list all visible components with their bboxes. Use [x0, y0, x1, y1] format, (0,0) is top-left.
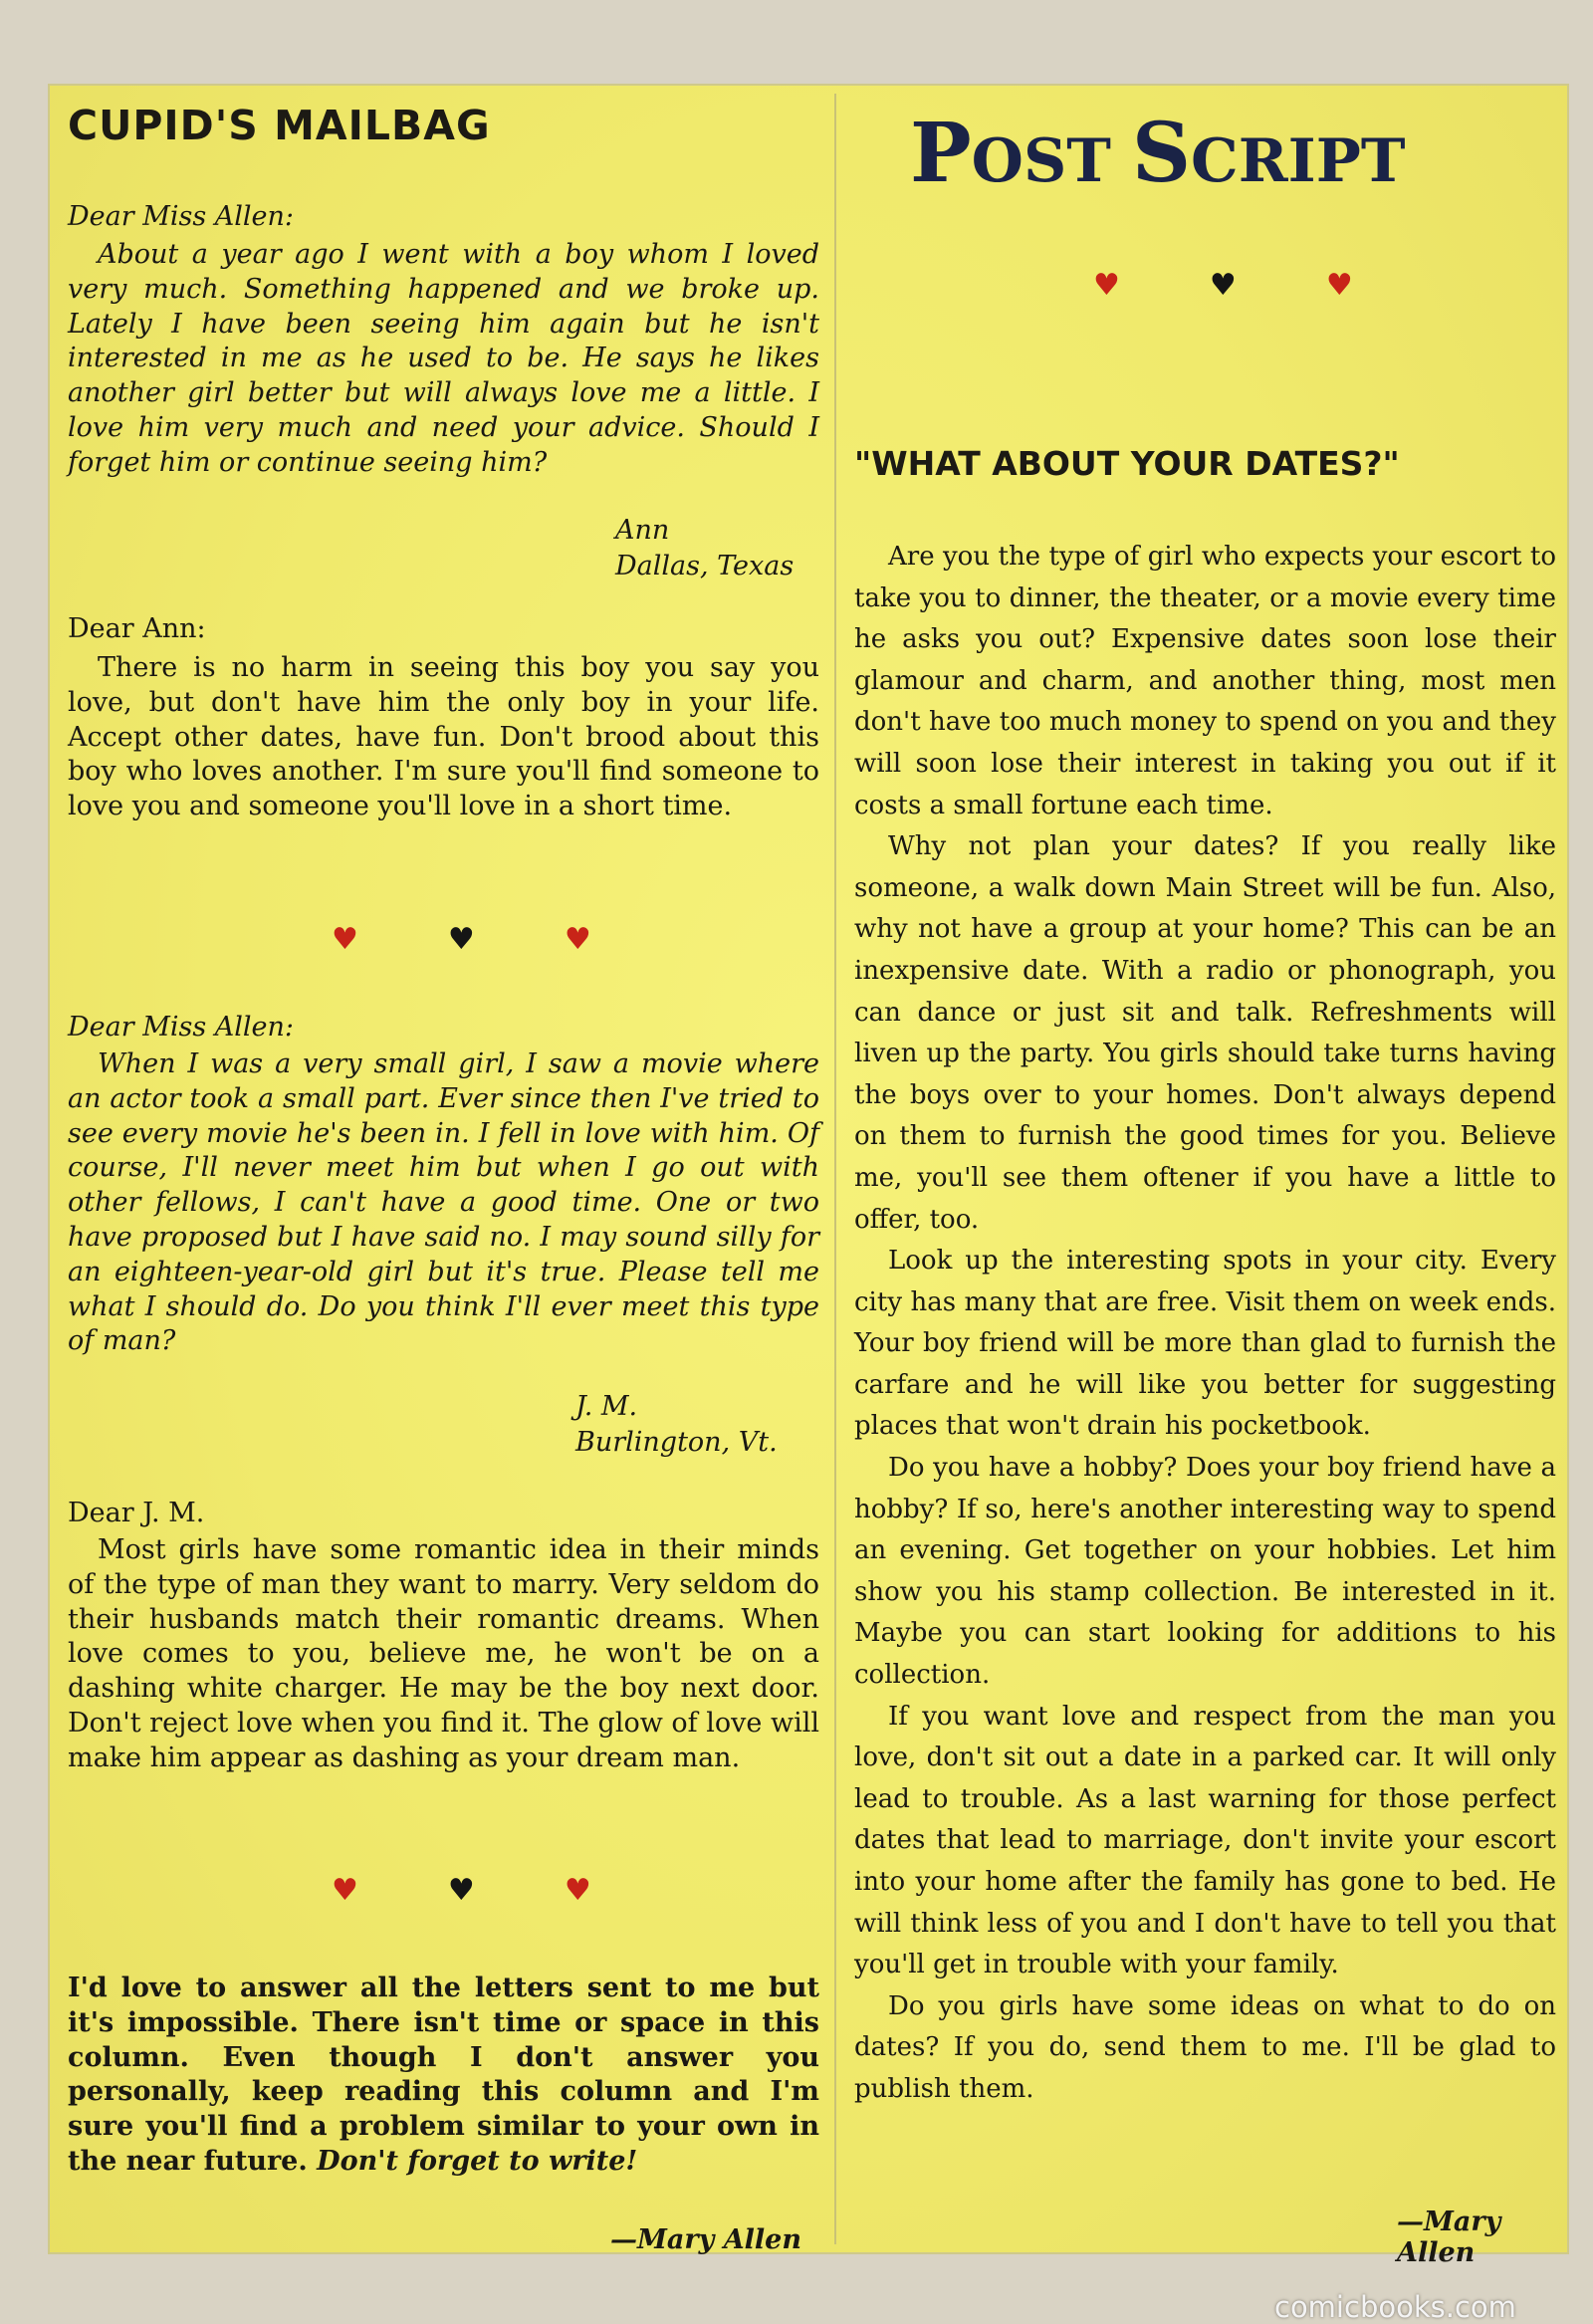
heart-divider-3 — [1093, 268, 1353, 303]
postscript-author: —Mary Allen — [1397, 2207, 1501, 2268]
reply2-body: Most girls have some romantic idea in their minds of the type of man they want to marry. Very seldom do their husbands match their romantic dreams. When love comes to you, believe me, he won't be on a dashing white charger. He may be the boy next door. Don't reject love when you find it. The glow of love will make him appear as dashing as your dream man. — [68, 1534, 819, 1773]
heart-icon: ♥ — [447, 922, 475, 957]
letter2-signature-place: Burlington, Vt. — [575, 1427, 778, 1458]
postscript-paragraph: Do you girls have some ideas on what to do on dates? If you do, send them to me. I'll be glad to publish them. — [854, 1990, 1556, 2104]
letter1-signature-name: Ann — [615, 515, 670, 546]
letter2-signature-name: J. M. — [575, 1391, 638, 1422]
column-divider — [834, 94, 836, 2244]
postscript-body — [854, 537, 1556, 2111]
heart-icon: ♥ — [332, 922, 358, 957]
closing-body: I'd love to answer all the letters sent to me but it's impossible. There isn't time or space in this column. Even though I don't answer you personally, keep reading this column and I'm sure you'll find a problem similar to your own in the near future. — [68, 1973, 819, 2177]
heart-divider-1 — [332, 922, 591, 957]
mailbag-author: —Mary Allen — [610, 2224, 801, 2255]
letter1-salutation: Dear Miss Allen: — [68, 201, 295, 232]
postscript-paragraph: Are you the type of girl who expects your escort to take you to dinner, the theater, or a movie every time he asks you out? Expensive dates soon lose their glamour and charm, and another thing, most men don't have too much money to spend on you and they will soon lose their interest in taking you out if it costs a small fortune each time. — [854, 542, 1556, 820]
postscript-heading: "WHAT ABOUT YOUR DATES?" — [854, 444, 1400, 483]
postscript-paragraph: If you want love and respect from the man you love, don't sit out a date in a parked car. It will only lead to trouble. As a last warning for those perfect dates that lead to marriage, don't invite your escort into your home after the family has gone to bed. He will think less of you and I don't have to tell you that you'll get in trouble with your family. — [854, 1701, 1556, 1980]
letter1-body: About a year ago I went with a boy whom I loved very much. Something happened and we broke up. Lately I have been seeing him again but he isn't interested in me as he used to be. He says he likes another girl better but will always love me a little. I love him very much and need your advice. Should I forget him or continue seeing him? — [68, 239, 819, 478]
postscript-paragraph: Do you have a hobby? Does your boy friend have a hobby? If so, here's another interesting way to spend an evening. Get together on your hobbies. Let him show you his stamp collection. Be interested in it. Maybe you can start looking for additions to his collection. — [854, 1453, 1556, 1691]
mailbag-title: CUPID'S MAILBAG — [68, 102, 491, 149]
watermark-text: comicbooks.com — [1274, 2290, 1516, 2324]
letter2-body: When I was a very small girl, I saw a movie where an actor took a small part. Ever since then I've tried to see every movie he's been in. I fell in love with him. Of course, I'll never meet him but when I go out with other fellows, I can't have a good time. One or two have proposed but I have said no. I may sound silly for an eighteen-year-old girl but it's true. Please tell me what I should do. Do you think I'll ever meet this type of man? — [68, 1048, 819, 1357]
reply1-salutation: Dear Ann: — [68, 613, 206, 644]
reply1-body: There is no harm in seeing this boy you say you love, but don't have him the only boy in your life. Accept other dates, have fun. Don't brood about this boy who loves another. I'm sure you'll find someone to love you and someone you'll love in a short time. — [68, 652, 819, 822]
postscript-paragraph: Look up the interesting spots in your city. Every city has many that are free. Visit them on week ends. Your boy friend will be more than glad to furnish the carfare and he will like you better for suggesting places that won't drain his pocketbook. — [854, 1246, 1556, 1442]
heart-icon: ♥ — [1209, 268, 1237, 303]
reply2-salutation: Dear J. M. — [68, 1498, 205, 1528]
heart-icon: ♥ — [1325, 268, 1353, 303]
letter2-salutation: Dear Miss Allen: — [68, 1012, 295, 1043]
letter1-signature-place: Dallas, Texas — [615, 551, 795, 581]
closing-note — [68, 1972, 819, 2180]
heart-divider-2 — [332, 1873, 591, 1908]
postscript-title: POST SCRIPT — [910, 106, 1406, 201]
heart-icon: ♥ — [332, 1873, 358, 1908]
comic-page — [48, 84, 1569, 2268]
closing-tagline: Don't forget to write! — [317, 2145, 638, 2177]
heart-icon: ♥ — [447, 1873, 475, 1908]
heart-icon: ♥ — [1093, 268, 1120, 303]
heart-icon: ♥ — [564, 1873, 591, 1908]
heart-icon: ♥ — [564, 922, 591, 957]
postscript-paragraph: Why not plan your dates? If you really like someone, a walk down Main Street will be fun. Also, why not have a group at your home? This can be an inexpensive date. With a radio or phonograph, you can dance or just sit and talk. Refreshments will liven up the party. You girls should take turns having the boys over to your homes. Don't always depend on them to furnish the good times for you. Believe me, you'll see them oftener if you have a little to offer, too. — [854, 831, 1556, 1235]
